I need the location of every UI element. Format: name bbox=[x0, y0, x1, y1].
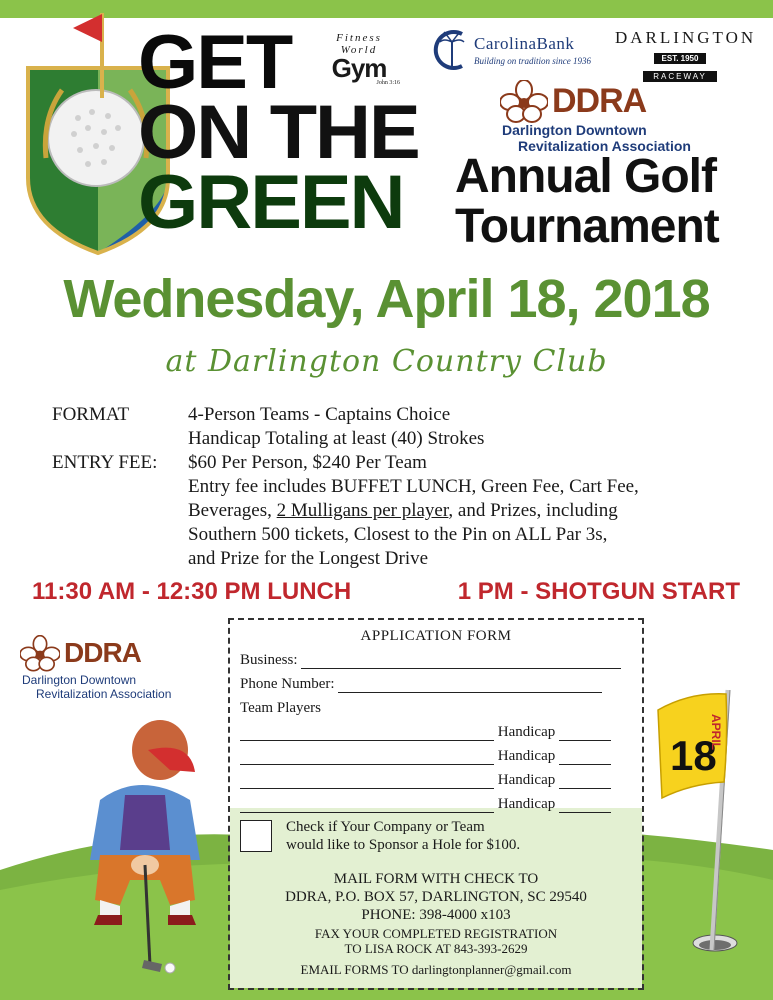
phone-field[interactable] bbox=[338, 679, 602, 693]
ddra-logo-small bbox=[18, 635, 178, 705]
team-players-label: Team Players bbox=[240, 700, 322, 716]
format-line-2: Handicap Totaling at least (40) Strokes bbox=[188, 428, 485, 449]
ddra-small-line-1: Darlington Downtown bbox=[22, 673, 137, 687]
player-name-field-4[interactable] bbox=[240, 799, 494, 813]
handicap-label-4: Handicap bbox=[497, 796, 556, 812]
gym-logo-verse: John 3:16 bbox=[376, 80, 400, 86]
handicap-field-2[interactable] bbox=[559, 751, 611, 765]
handicap-label-3: Handicap bbox=[497, 772, 556, 788]
handicap-field-1[interactable] bbox=[559, 727, 611, 741]
handicap-label-2: Handicap bbox=[497, 748, 556, 764]
palmetto-icon bbox=[432, 28, 470, 72]
player-name-field-1[interactable] bbox=[240, 727, 494, 741]
mulligans-text: 2 Mulligans per player bbox=[276, 500, 449, 521]
ddra-line-1: Darlington Downtown bbox=[502, 122, 647, 138]
ddra-small-acronym: DDRA bbox=[64, 637, 141, 668]
phone-label: Phone Number: bbox=[240, 676, 335, 692]
event-venue: at Darlington Country Club bbox=[165, 344, 608, 379]
sponsor-text bbox=[286, 818, 520, 854]
fee-line-3 bbox=[188, 499, 752, 523]
lunch-time: 11:30 AM - 12:30 PM LUNCH bbox=[32, 578, 352, 605]
ddra-logo bbox=[496, 80, 706, 160]
raceway-sub: RACEWAY bbox=[643, 71, 717, 82]
player-row-3 bbox=[240, 772, 611, 789]
april-18-flag-icon bbox=[650, 680, 770, 960]
event-title-line-1: Annual Golf bbox=[455, 150, 716, 203]
carolina-bank-logo bbox=[432, 28, 602, 73]
fax-line-1: FAX YOUR COMPLETED REGISTRATION bbox=[314, 926, 558, 941]
raceway-name: DARLINGTON bbox=[615, 28, 757, 47]
application-form bbox=[228, 618, 644, 990]
player-row-2 bbox=[240, 748, 611, 765]
shotgun-start-time: 1 PM - SHOTGUN START bbox=[457, 578, 740, 605]
fax-instructions bbox=[230, 926, 642, 956]
fee-line-1: $60 Per Person, $240 Per Team bbox=[188, 452, 427, 473]
fee-line-3c: , and Prizes, including bbox=[448, 500, 618, 521]
gym-logo-top: Fitness bbox=[336, 32, 382, 44]
ddra-acronym: DDRA bbox=[552, 82, 647, 120]
business-field-row bbox=[240, 652, 621, 669]
headline-line-3: GREEN bbox=[138, 160, 404, 245]
handicap-field-4[interactable] bbox=[559, 799, 611, 813]
form-title: APPLICATION FORM bbox=[360, 628, 512, 644]
golfer-illustration bbox=[70, 710, 220, 980]
gym-logo-mid: World bbox=[340, 44, 378, 56]
email-instructions: EMAIL FORMS TO darlingtonplanner@gmail.com bbox=[300, 962, 572, 977]
player-row-1 bbox=[240, 724, 611, 741]
fee-line-5: and Prize for the Longest Drive bbox=[188, 548, 429, 569]
darlington-raceway-logo bbox=[615, 28, 757, 81]
fee-line-3a: Beverages, bbox=[188, 500, 277, 521]
event-date: Wednesday, April 18, 2018 bbox=[63, 269, 710, 329]
raceway-est: EST. 1950 bbox=[654, 53, 707, 64]
format-line-1: 4-Person Teams - Captains Choice bbox=[188, 404, 451, 425]
format-row bbox=[52, 403, 752, 427]
headline-line-1: GET bbox=[138, 20, 292, 105]
fee-label: ENTRY FEE: bbox=[52, 452, 158, 473]
fee-line-2: Entry fee includes BUFFET LUNCH, Green Fee, Cart Fee, bbox=[188, 476, 639, 497]
magnolia-icon bbox=[20, 635, 60, 673]
fee-row bbox=[52, 451, 752, 475]
magnolia-icon bbox=[500, 80, 548, 124]
sponsor-hole-checkbox[interactable] bbox=[240, 820, 272, 852]
headline-line-2: ON THE bbox=[138, 90, 419, 175]
event-title bbox=[455, 152, 755, 252]
mail-line-2: DDRA, P.O. BOX 57, DARLINGTON, SC 29540 bbox=[285, 889, 587, 905]
flag-day-text: 18 bbox=[670, 732, 717, 779]
mail-line-1: MAIL FORM WITH CHECK TO bbox=[333, 871, 539, 887]
fitness-world-gym-logo bbox=[308, 32, 410, 92]
schedule-times bbox=[32, 578, 752, 606]
phone-field-row bbox=[240, 676, 602, 693]
gym-logo-name: Gym bbox=[331, 53, 387, 83]
fee-line-4: Southern 500 tickets, Closest to the Pin on ALL Par 3s, bbox=[188, 524, 608, 545]
flag-month-text: APRIL bbox=[709, 714, 723, 750]
event-title-line-2: Tournament bbox=[455, 200, 719, 253]
player-name-field-3[interactable] bbox=[240, 775, 494, 789]
event-details bbox=[52, 403, 752, 571]
business-field[interactable] bbox=[301, 655, 621, 669]
handicap-label-1: Handicap bbox=[497, 724, 556, 740]
ddra-small-line-2: Revitalization Association bbox=[36, 687, 172, 701]
sponsor-line-2: would like to Sponsor a Hole for $100. bbox=[286, 837, 521, 853]
fax-line-2: TO LISA ROCK AT 843-393-2629 bbox=[344, 941, 528, 956]
format-label: FORMAT bbox=[52, 404, 130, 425]
player-name-field-2[interactable] bbox=[240, 751, 494, 765]
player-row-4 bbox=[240, 796, 611, 813]
handicap-field-3[interactable] bbox=[559, 775, 611, 789]
ddra-line-2: Revitalization Association bbox=[518, 138, 691, 154]
sponsor-line-1: Check if Your Company or Team bbox=[286, 819, 485, 835]
mail-instructions bbox=[230, 870, 642, 924]
bank-name: CarolinaBank bbox=[474, 34, 575, 53]
business-label: Business: bbox=[240, 652, 298, 668]
mail-line-3: PHONE: 398-4000 x103 bbox=[361, 907, 511, 923]
bank-tagline: Building on tradition since 1936 bbox=[474, 56, 591, 66]
